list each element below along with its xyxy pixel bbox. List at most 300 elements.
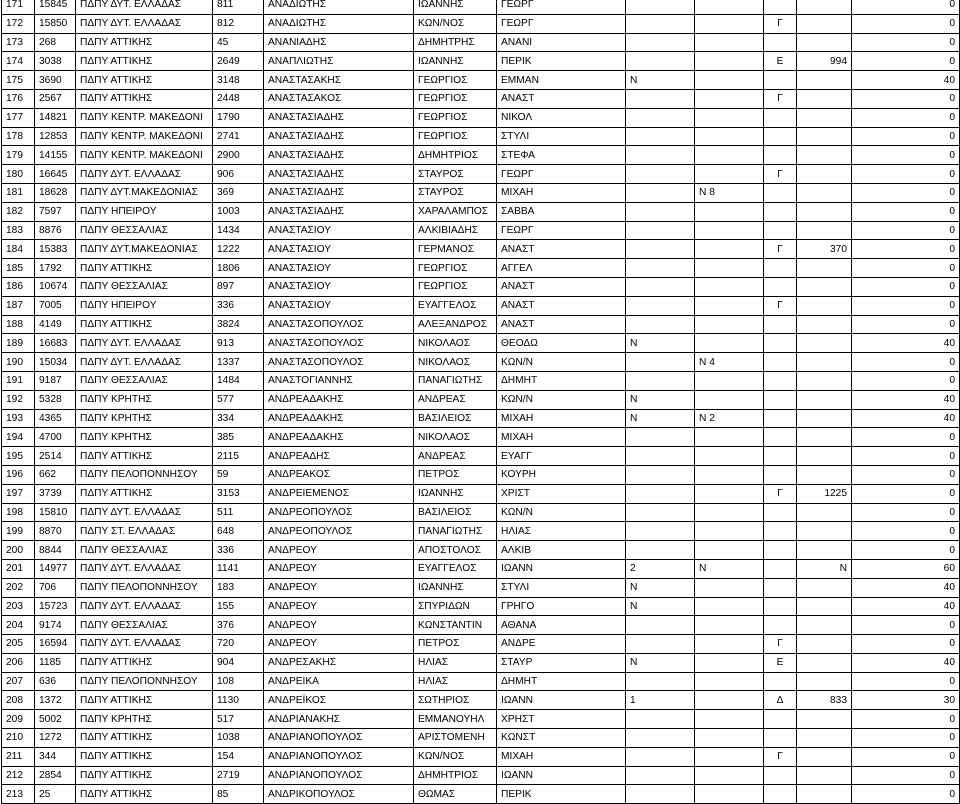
cell-fathers-name: ΓΕΩΡΓ — [497, 165, 626, 184]
cell-flag-a: Ν — [626, 409, 695, 428]
cell-grade — [764, 409, 797, 428]
cell-points — [797, 277, 852, 296]
cell-row-number: 203 — [2, 597, 35, 616]
cell-surname: ΑΝΔΡΕΟΥ — [264, 597, 414, 616]
cell-row-number: 195 — [2, 447, 35, 466]
cell-points: 370 — [797, 240, 852, 259]
cell-fathers-name: ΓΕΩΡΓ — [497, 0, 626, 14]
cell-flag-b — [695, 541, 764, 560]
cell-register-number: 85 — [213, 785, 264, 804]
cell-code: 4149 — [35, 315, 76, 334]
cell-service: ΠΔΠΥ ΑΤΤΙΚΗΣ — [76, 766, 213, 785]
cell-total: 0 — [852, 766, 960, 785]
cell-service: ΠΔΠΥ ΔΥΤ. ΕΛΛΑΔΑΣ — [76, 559, 213, 578]
cell-points — [797, 259, 852, 278]
cell-first-name: ΙΩΑΝΝΗΣ — [414, 578, 497, 597]
cell-points — [797, 0, 852, 14]
cell-first-name: ΔΗΜΗΤΡΙΟΣ — [414, 146, 497, 165]
cell-register-number: 336 — [213, 296, 264, 315]
cell-register-number: 2900 — [213, 146, 264, 165]
cell-row-number: 186 — [2, 277, 35, 296]
cell-flag-b — [695, 240, 764, 259]
cell-total: 0 — [852, 785, 960, 804]
cell-grade: Γ — [764, 89, 797, 108]
cell-flag-b — [695, 597, 764, 616]
cell-fathers-name: ΜΙΧΑΗ — [497, 183, 626, 202]
cell-flag-b — [695, 390, 764, 409]
cell-fathers-name: ΓΕΩΡΓ — [497, 14, 626, 33]
cell-fathers-name: ΜΙΧΑΗ — [497, 747, 626, 766]
cell-row-number: 172 — [2, 14, 35, 33]
cell-row-number: 177 — [2, 108, 35, 127]
cell-fathers-name: ΝΙΚΟΛ — [497, 108, 626, 127]
cell-total: 0 — [852, 165, 960, 184]
cell-service: ΠΔΠΥ ΔΥΤ. ΕΛΛΑΔΑΣ — [76, 503, 213, 522]
cell-flag-b — [695, 108, 764, 127]
cell-register-number: 1038 — [213, 729, 264, 748]
cell-row-number: 171 — [2, 0, 35, 14]
cell-grade — [764, 390, 797, 409]
cell-surname: ΑΝΔΡΕΟΥ — [264, 578, 414, 597]
cell-surname: ΑΝΑΔΙΩΤΗΣ — [264, 14, 414, 33]
cell-points — [797, 465, 852, 484]
cell-row-number: 183 — [2, 221, 35, 240]
cell-code: 3739 — [35, 484, 76, 503]
cell-first-name: ΚΩΝ/ΝΟΣ — [414, 747, 497, 766]
table-row — [2, 503, 960, 522]
table-row — [2, 296, 960, 315]
table-row — [2, 127, 960, 146]
cell-first-name: ΣΤΑΥΡΟΣ — [414, 165, 497, 184]
cell-first-name: ΑΛΚΙΒΙΑΔΗΣ — [414, 221, 497, 240]
cell-total: 0 — [852, 484, 960, 503]
cell-grade — [764, 108, 797, 127]
cell-code: 15810 — [35, 503, 76, 522]
cell-flag-a — [626, 522, 695, 541]
cell-total: 0 — [852, 296, 960, 315]
cell-total: 0 — [852, 14, 960, 33]
cell-grade: Γ — [764, 747, 797, 766]
cell-flag-b — [695, 672, 764, 691]
cell-grade — [764, 0, 797, 14]
cell-points — [797, 108, 852, 127]
cell-grade — [764, 785, 797, 804]
table-row — [2, 653, 960, 672]
cell-total: 0 — [852, 202, 960, 221]
cell-row-number: 210 — [2, 729, 35, 748]
cell-flag-b — [695, 428, 764, 447]
table-row — [2, 766, 960, 785]
table-row — [2, 541, 960, 560]
cell-register-number: 913 — [213, 334, 264, 353]
cell-surname: ΑΝΑΣΤΑΣΙΟΥ — [264, 277, 414, 296]
cell-first-name: ΑΠΟΣΤΟΛΟΣ — [414, 541, 497, 560]
cell-fathers-name: ΙΩΑΝΝ — [497, 766, 626, 785]
cell-register-number: 648 — [213, 522, 264, 541]
cell-register-number: 904 — [213, 653, 264, 672]
cell-flag-a — [626, 353, 695, 372]
cell-register-number: 1003 — [213, 202, 264, 221]
cell-first-name: ΗΛΙΑΣ — [414, 672, 497, 691]
cell-total: 40 — [852, 334, 960, 353]
cell-total: 0 — [852, 52, 960, 71]
cell-register-number: 1790 — [213, 108, 264, 127]
cell-grade — [764, 710, 797, 729]
cell-flag-b: Ν 4 — [695, 353, 764, 372]
cell-surname: ΑΝΑΣΤΑΣΙΟΥ — [264, 259, 414, 278]
cell-flag-b — [695, 447, 764, 466]
cell-register-number: 1337 — [213, 353, 264, 372]
cell-grade — [764, 334, 797, 353]
table-row — [2, 691, 960, 710]
cell-row-number: 185 — [2, 259, 35, 278]
cell-row-number: 207 — [2, 672, 35, 691]
cell-register-number: 3153 — [213, 484, 264, 503]
cell-code: 268 — [35, 33, 76, 52]
cell-register-number: 183 — [213, 578, 264, 597]
cell-first-name: ΔΗΜΗΤΡΙΟΣ — [414, 766, 497, 785]
cell-flag-a — [626, 371, 695, 390]
cell-code: 14155 — [35, 146, 76, 165]
cell-row-number: 181 — [2, 183, 35, 202]
cell-points — [797, 522, 852, 541]
cell-service: ΠΔΠΥ ΑΤΤΙΚΗΣ — [76, 315, 213, 334]
cell-flag-a — [626, 447, 695, 466]
cell-surname: ΑΝΔΡΕΑΔΑΚΗΣ — [264, 428, 414, 447]
cell-total: 0 — [852, 89, 960, 108]
cell-surname: ΑΝΔΡΕΑΔΑΚΗΣ — [264, 409, 414, 428]
cell-grade: Γ — [764, 484, 797, 503]
cell-total: 0 — [852, 729, 960, 748]
table-row — [2, 616, 960, 635]
cell-service: ΠΔΠΥ ΑΤΤΙΚΗΣ — [76, 747, 213, 766]
cell-grade — [764, 616, 797, 635]
cell-service: ΠΔΠΥ ΑΤΤΙΚΗΣ — [76, 447, 213, 466]
cell-total: 0 — [852, 672, 960, 691]
cell-grade — [764, 503, 797, 522]
cell-code: 16645 — [35, 165, 76, 184]
table-row — [2, 597, 960, 616]
cell-grade — [764, 259, 797, 278]
cell-code: 18628 — [35, 183, 76, 202]
cell-service: ΠΔΠΥ ΔΥΤ. ΕΛΛΑΔΑΣ — [76, 14, 213, 33]
cell-first-name: ΙΩΑΝΝΗΣ — [414, 52, 497, 71]
table-row — [2, 108, 960, 127]
cell-service: ΠΔΠΥ ΚΡΗΤΗΣ — [76, 390, 213, 409]
cell-first-name: ΧΑΡΑΛΑΜΠΟΣ — [414, 202, 497, 221]
cell-register-number: 2115 — [213, 447, 264, 466]
table-row — [2, 409, 960, 428]
cell-service: ΠΔΠΥ ΣΤ. ΕΛΛΑΔΑΣ — [76, 522, 213, 541]
cell-service: ΠΔΠΥ ΠΕΛΟΠΟΝΝΗΣΟΥ — [76, 578, 213, 597]
cell-flag-b: Ν 8 — [695, 183, 764, 202]
cell-grade: Γ — [764, 296, 797, 315]
cell-flag-b — [695, 710, 764, 729]
cell-fathers-name: ΣΤΥΛΙ — [497, 578, 626, 597]
cell-service: ΠΔΠΥ ΘΕΣΣΑΛΙΑΣ — [76, 277, 213, 296]
cell-flag-a — [626, 541, 695, 560]
cell-surname: ΑΝΔΡΕΟΥ — [264, 559, 414, 578]
cell-flag-a — [626, 710, 695, 729]
cell-surname: ΑΝΑΣΤΑΣΙΑΔΗΣ — [264, 165, 414, 184]
cell-flag-a — [626, 259, 695, 278]
cell-service: ΠΔΠΥ ΘΕΣΣΑΛΙΑΣ — [76, 541, 213, 560]
cell-surname: ΑΝΑΣΤΑΣΙΑΔΗΣ — [264, 127, 414, 146]
cell-service: ΠΔΠΥ ΘΕΣΣΑΛΙΑΣ — [76, 616, 213, 635]
cell-surname: ΑΝΑΣΤΑΣΟΠΟΥΛΟΣ — [264, 334, 414, 353]
table-row — [2, 465, 960, 484]
cell-row-number: 188 — [2, 315, 35, 334]
cell-total: 0 — [852, 33, 960, 52]
cell-flag-b — [695, 52, 764, 71]
cell-flag-b — [695, 89, 764, 108]
cell-code: 344 — [35, 747, 76, 766]
table-row — [2, 165, 960, 184]
cell-code: 1372 — [35, 691, 76, 710]
cell-flag-a — [626, 221, 695, 240]
cell-code: 3690 — [35, 71, 76, 90]
cell-row-number: 174 — [2, 52, 35, 71]
cell-register-number: 1484 — [213, 371, 264, 390]
cell-grade: Ε — [764, 653, 797, 672]
cell-row-number: 182 — [2, 202, 35, 221]
table-row — [2, 183, 960, 202]
cell-flag-a — [626, 89, 695, 108]
cell-total: 0 — [852, 108, 960, 127]
cell-register-number: 1130 — [213, 691, 264, 710]
cell-points — [797, 672, 852, 691]
table-row — [2, 785, 960, 804]
cell-register-number: 154 — [213, 747, 264, 766]
cell-first-name: ΕΜΜΑΝΟΥΗΛ — [414, 710, 497, 729]
cell-fathers-name: ΣΤΕΦΑ — [497, 146, 626, 165]
cell-code: 706 — [35, 578, 76, 597]
cell-points — [797, 146, 852, 165]
cell-first-name: ΓΕΡΜΑΝΟΣ — [414, 240, 497, 259]
cell-flag-b — [695, 259, 764, 278]
cell-service: ΠΔΠΥ ΑΤΤΙΚΗΣ — [76, 259, 213, 278]
cell-row-number: 209 — [2, 710, 35, 729]
cell-flag-a — [626, 108, 695, 127]
cell-total: 40 — [852, 71, 960, 90]
cell-register-number: 811 — [213, 0, 264, 14]
cell-flag-b — [695, 165, 764, 184]
cell-service: ΠΔΠΥ ΔΥΤ. ΕΛΛΑΔΑΣ — [76, 353, 213, 372]
cell-total: 0 — [852, 371, 960, 390]
cell-surname: ΑΝΑΣΤΑΣΙΟΥ — [264, 240, 414, 259]
cell-flag-b — [695, 503, 764, 522]
cell-grade — [764, 541, 797, 560]
cell-flag-a — [626, 428, 695, 447]
cell-grade — [764, 522, 797, 541]
cell-surname: ΑΝΔΡΕΪΚΟΣ — [264, 691, 414, 710]
table-row — [2, 71, 960, 90]
cell-points — [797, 578, 852, 597]
cell-flag-a — [626, 296, 695, 315]
cell-code: 15850 — [35, 14, 76, 33]
cell-register-number: 334 — [213, 409, 264, 428]
cell-first-name: ΚΩΝ/ΝΟΣ — [414, 14, 497, 33]
cell-points — [797, 616, 852, 635]
cell-first-name: ΝΙΚΟΛΑΟΣ — [414, 353, 497, 372]
cell-register-number: 376 — [213, 616, 264, 635]
cell-code: 16683 — [35, 334, 76, 353]
cell-flag-a — [626, 785, 695, 804]
cell-code: 2854 — [35, 766, 76, 785]
cell-fathers-name: ΚΩΝΣΤ — [497, 729, 626, 748]
cell-flag-b — [695, 221, 764, 240]
cell-register-number: 108 — [213, 672, 264, 691]
cell-grade: Γ — [764, 635, 797, 654]
cell-points — [797, 785, 852, 804]
cell-flag-a — [626, 165, 695, 184]
cell-row-number: 201 — [2, 559, 35, 578]
cell-register-number: 3824 — [213, 315, 264, 334]
cell-service: ΠΔΠΥ ΑΤΤΙΚΗΣ — [76, 653, 213, 672]
cell-service: ΠΔΠΥ ΑΤΤΙΚΗΣ — [76, 52, 213, 71]
cell-register-number: 2448 — [213, 89, 264, 108]
cell-total: 60 — [852, 559, 960, 578]
cell-register-number: 720 — [213, 635, 264, 654]
cell-fathers-name: ΓΡΗΓΟ — [497, 597, 626, 616]
cell-flag-b — [695, 691, 764, 710]
registry-table — [1, 0, 960, 804]
table-row — [2, 240, 960, 259]
cell-total: 0 — [852, 710, 960, 729]
cell-points — [797, 334, 852, 353]
cell-points — [797, 14, 852, 33]
cell-grade: Γ — [764, 14, 797, 33]
cell-row-number: 189 — [2, 334, 35, 353]
cell-row-number: 176 — [2, 89, 35, 108]
cell-surname: ΑΝΔΡΙΑΝΟΠΟΥΛΟΣ — [264, 729, 414, 748]
table-row — [2, 672, 960, 691]
cell-fathers-name: ΑΝΑΝΙ — [497, 33, 626, 52]
cell-points — [797, 353, 852, 372]
cell-fathers-name: ΙΩΑΝΝ — [497, 559, 626, 578]
cell-total: 0 — [852, 277, 960, 296]
cell-flag-a — [626, 672, 695, 691]
cell-surname: ΑΝΑΔΙΩΤΗΣ — [264, 0, 414, 14]
cell-row-number: 204 — [2, 616, 35, 635]
cell-register-number: 897 — [213, 277, 264, 296]
cell-code: 7005 — [35, 296, 76, 315]
cell-grade — [764, 71, 797, 90]
cell-points — [797, 409, 852, 428]
cell-fathers-name: ΣΤΥΛΙ — [497, 127, 626, 146]
cell-service: ΠΔΠΥ ΚΕΝΤΡ. ΜΑΚΕΔΟΝΙ — [76, 146, 213, 165]
cell-service: ΠΔΠΥ ΚΡΗΤΗΣ — [76, 409, 213, 428]
cell-register-number: 1434 — [213, 221, 264, 240]
cell-points — [797, 71, 852, 90]
cell-fathers-name: ΑΛΚΙΒ — [497, 541, 626, 560]
table-row — [2, 447, 960, 466]
cell-flag-b — [695, 653, 764, 672]
cell-row-number: 205 — [2, 635, 35, 654]
table-row — [2, 14, 960, 33]
cell-first-name: ΙΩΑΝΝΗΣ — [414, 484, 497, 503]
cell-flag-a — [626, 183, 695, 202]
cell-flag-a: Ν — [626, 390, 695, 409]
table-row — [2, 578, 960, 597]
cell-surname: ΑΝΑΣΤΑΣΙΟΥ — [264, 221, 414, 240]
cell-grade: Δ — [764, 691, 797, 710]
cell-register-number: 155 — [213, 597, 264, 616]
cell-grade — [764, 33, 797, 52]
cell-flag-a — [626, 202, 695, 221]
cell-service: ΠΔΠΥ ΑΤΤΙΚΗΣ — [76, 33, 213, 52]
cell-total: 0 — [852, 503, 960, 522]
cell-flag-b — [695, 635, 764, 654]
cell-flag-b — [695, 296, 764, 315]
cell-fathers-name: ΠΕΡΙΚ — [497, 785, 626, 804]
cell-total: 30 — [852, 691, 960, 710]
cell-row-number: 194 — [2, 428, 35, 447]
cell-surname: ΑΝΔΡΕΑΔΗΣ — [264, 447, 414, 466]
cell-service: ΠΔΠΥ ΚΡΗΤΗΣ — [76, 428, 213, 447]
cell-fathers-name: ΠΕΡΙΚ — [497, 52, 626, 71]
cell-grade — [764, 447, 797, 466]
cell-first-name: ΕΥΑΓΓΕΛΟΣ — [414, 559, 497, 578]
cell-flag-b — [695, 371, 764, 390]
cell-flag-a — [626, 0, 695, 14]
cell-surname: ΑΝΔΡΕΟΥ — [264, 635, 414, 654]
cell-surname: ΑΝΔΡΕΣΑΚΗΣ — [264, 653, 414, 672]
cell-service: ΠΔΠΥ ΔΥΤ. ΕΛΛΑΔΑΣ — [76, 597, 213, 616]
cell-total: 40 — [852, 597, 960, 616]
cell-row-number: 191 — [2, 371, 35, 390]
table-row — [2, 89, 960, 108]
cell-points — [797, 127, 852, 146]
cell-flag-b — [695, 127, 764, 146]
cell-points — [797, 447, 852, 466]
cell-fathers-name: ΑΝΑΣΤ — [497, 89, 626, 108]
cell-fathers-name: ΑΝΑΣΤ — [497, 240, 626, 259]
cell-points — [797, 541, 852, 560]
cell-flag-a — [626, 635, 695, 654]
table-row — [2, 202, 960, 221]
cell-total: 0 — [852, 635, 960, 654]
cell-fathers-name: ΑΓΓΕΛ — [497, 259, 626, 278]
table-row — [2, 334, 960, 353]
cell-first-name: ΓΕΩΡΓΙΟΣ — [414, 259, 497, 278]
cell-first-name: ΑΛΕΞΑΝΔΡΟΣ — [414, 315, 497, 334]
cell-total: 0 — [852, 541, 960, 560]
cell-fathers-name: ΑΘΑΝΑ — [497, 616, 626, 635]
cell-flag-a: Ν — [626, 578, 695, 597]
cell-code: 4365 — [35, 409, 76, 428]
table-row — [2, 729, 960, 748]
cell-total: 0 — [852, 353, 960, 372]
cell-first-name: ΓΕΩΡΓΙΟΣ — [414, 277, 497, 296]
table-row — [2, 484, 960, 503]
cell-register-number: 906 — [213, 165, 264, 184]
cell-points — [797, 653, 852, 672]
cell-fathers-name: ΕΥΑΓΓ — [497, 447, 626, 466]
cell-flag-b — [695, 522, 764, 541]
cell-flag-b — [695, 315, 764, 334]
cell-code: 4700 — [35, 428, 76, 447]
cell-flag-a — [626, 465, 695, 484]
table-row — [2, 353, 960, 372]
cell-surname: ΑΝΔΡΕΟΠΟΥΛΟΣ — [264, 503, 414, 522]
cell-service: ΠΔΠΥ ΔΥΤ. ΕΛΛΑΔΑΣ — [76, 334, 213, 353]
cell-flag-a: Ν — [626, 653, 695, 672]
cell-row-number: 190 — [2, 353, 35, 372]
cell-service: ΠΔΠΥ ΘΕΣΣΑΛΙΑΣ — [76, 221, 213, 240]
cell-first-name: ΝΙΚΟΛΑΟΣ — [414, 334, 497, 353]
cell-grade: Ε — [764, 52, 797, 71]
